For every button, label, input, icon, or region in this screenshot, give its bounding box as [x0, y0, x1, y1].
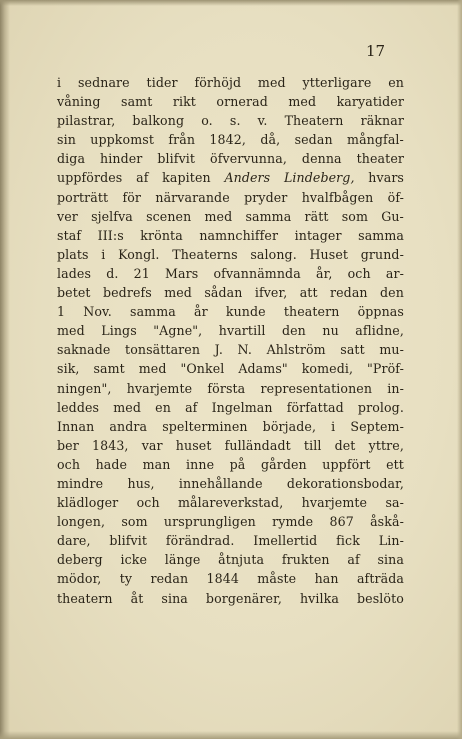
- text-line: våning samt rikt ornerad med karyatider: [57, 94, 404, 110]
- page-bottom-shadow: [0, 731, 462, 739]
- text-line: Innan andra spelterminen började, i Septem-: [57, 418, 404, 434]
- text-line: 1 Nov. samma år kunde theatern öppnas: [57, 304, 404, 320]
- page-number: 17: [366, 42, 386, 60]
- text-line: leddes med en af Ingelman författad prolog.: [57, 399, 404, 415]
- text-line: med Lings "Agne", hvartill den nu aflidne,: [57, 323, 404, 339]
- text-line: sin uppkomst från 1842, då, sedan mångfal-: [57, 132, 404, 148]
- text-line: longen, som ursprungligen rymde 867 åskå-: [57, 514, 404, 530]
- text-line: dare, blifvit förändrad. Imellertid fick Lin-: [57, 533, 404, 549]
- text-line: ningen", hvarjemte första representationen in-: [57, 380, 404, 396]
- text-line: plats i Kongl. Theaterns salong. Huset grund-: [57, 246, 404, 262]
- text-line: mödor, ty redan 1844 måste han afträda: [57, 571, 404, 587]
- body-text: [57, 73, 404, 608]
- text-line: lades d. 21 Mars ofvannämnda år, och ar-: [57, 265, 404, 281]
- text-line: deberg icke länge åtnjuta frukten af sina: [57, 552, 404, 568]
- text-line: ver sjelfva scenen med samma rätt som Gu-: [57, 208, 404, 224]
- text-line: mindre hus, innehållande dekorationsbodar,: [57, 475, 404, 491]
- text-line: pilastrar, balkong o. s. v. Theatern räknar: [57, 113, 404, 129]
- text-line: betet bedrefs med sådan ifver, att redan den: [57, 285, 404, 301]
- text-line: i sednare tider förhöjd med ytterligare en: [57, 75, 404, 90]
- text-line: theatern åt sina borgenärer, hvilka beslöto: [57, 590, 404, 606]
- text-line: saknade tonsättaren J. N. Ahlström satt mu-: [57, 342, 404, 358]
- page-right-shadow: [457, 0, 462, 739]
- text-line: och hade man inne på gården uppfört ett: [57, 456, 404, 472]
- text-line: porträtt för närvarande pryder hvalfbågen öf-: [57, 189, 404, 205]
- text-line: staf III:s krönta namnchiffer intager samma: [57, 227, 404, 243]
- text-line: diga hinder blifvit öfvervunna, denna theater: [57, 151, 404, 167]
- text-line: sik, samt med "Onkel Adams" komedi, "Pröf-: [57, 361, 404, 377]
- text-line: klädloger och målareverkstad, hvarjemte sa-: [57, 495, 404, 511]
- text-line: uppfördes af kapiten Anders Lindeberg, hvars: [57, 170, 404, 186]
- page-top-shadow: [0, 0, 462, 6]
- page-left-shadow: [0, 0, 10, 739]
- text-line: ber 1843, var huset fulländadt till det yttre,: [57, 437, 404, 453]
